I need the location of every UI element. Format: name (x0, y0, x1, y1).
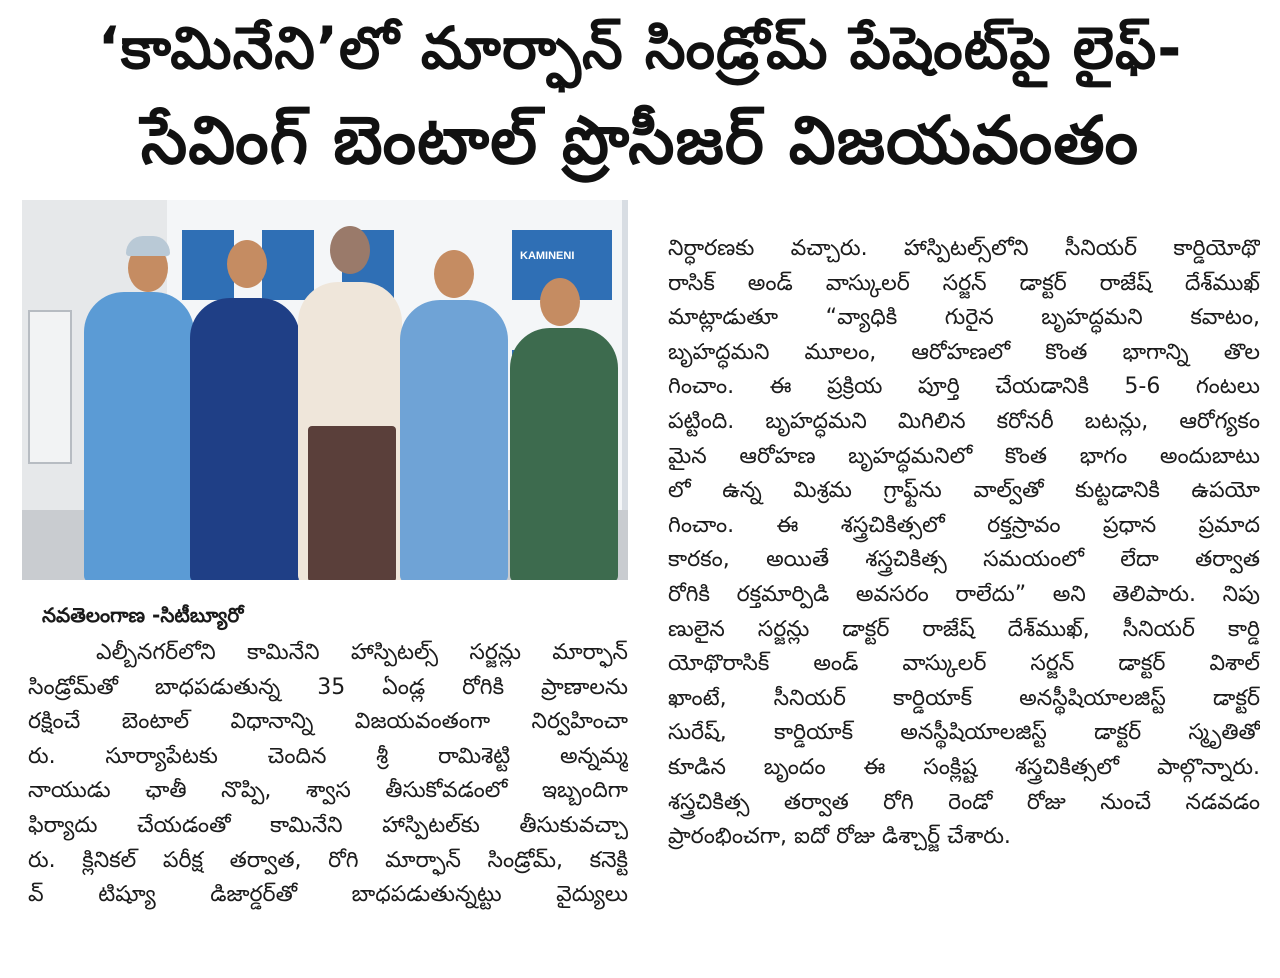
article-line: ఎల్బీనగర్‌లోని కామినేని హాస్పిటల్స్ సర్జన్లు మార్ఫాన్ (96, 640, 628, 665)
backdrop-logo: KAMINENI (520, 250, 575, 262)
article-right-column (668, 232, 1260, 855)
article-line: సిండ్రోమ్‌తో బాధపడుతున్న 35 ఏండ్ల రోగికి ప్రాణాలను (28, 674, 628, 700)
person-anesthetist (510, 328, 618, 580)
article-line: యోథొరాసిక్ అండ్ వాస్కులర్ సర్జన్ డాక్టర్ విశాల్ (668, 651, 1260, 677)
article-line: లో ఉన్న మిశ్రమ గ్రాఫ్ట్‌ను వాల్వ్‌తో కుట్టడానికి ఉపయో (668, 478, 1260, 504)
article-line: రాసిక్ అండ్ వాస్కులర్ సర్జన్ డాక్టర్ రాజేష్ దేశ్‌ముఖ్ (668, 270, 1260, 296)
person-surgeon-1 (84, 292, 194, 580)
article-line: ఖాంటే, సీనియర్ కార్డియాక్ అనస్థీషియాలజిస్ట్ డాక్టర్ (668, 685, 1260, 711)
article-line: నిర్ధారణకు వచ్చారు. హాస్పిటల్స్‌లోని సీనియర్ కార్డియోథొ (668, 236, 1260, 261)
article-line: కూడిన బృందం ఈ సంక్లిష్ట శస్త్రచికిత్సలో పాల్గొన్నారు. (668, 754, 1260, 780)
article-line: బృహద్ధమని మూలం, ఆరోహణలో కొంత భాగాన్ని తొల (668, 339, 1260, 365)
person-head-blurred (330, 226, 370, 274)
article-line: సురేష్, కార్డియాక్ అనస్థీషియాలజిస్ట్ డాక్టర్ స్మృతితో (668, 720, 1260, 746)
article-line: వ్ టిష్యూ డిజార్డర్‌తో బాధపడుతున్నట్టు వైద్యులు (28, 882, 628, 908)
article-line: మైన ఆరోహణ బృహద్ధమనిలో కొంత భాగం అందుబాటు (668, 443, 1260, 469)
headline-line-2: సేవింగ్ బెంటాల్ ప్రొసీజర్ విజయవంతం (140, 102, 1140, 179)
article-line: గించాం. ఈ ప్రక్రియ పూర్తి చేయడానికి 5-6 గంటలు (668, 374, 1260, 400)
article-line: మాట్లాడుతూ “వ్యాధికి గురైన బృహద్ధమని కవాటం, (668, 305, 1260, 331)
article-line: రు. సూర్యాపేటకు చెందిన శ్రీ రామిశెట్టి అన్నమ్మ (28, 743, 628, 769)
article-line: రోగికి రక్తమార్పిడి అవసరం రాలేదు” అని తెలిపారు. నిపు (668, 581, 1260, 607)
dateline: నవతెలంగాణ -సిటీబ్యూరో (42, 603, 244, 627)
patient-lungi (308, 426, 396, 580)
article-line: గించాం. ఈ శస్త్రచికిత్సలో రక్తస్రావం ప్రధాన ప్రమాద (668, 512, 1260, 538)
person-head (540, 278, 580, 326)
article-left-column (28, 636, 628, 913)
surgical-cap (126, 236, 170, 256)
backdrop-panel (262, 230, 314, 300)
article-line: రక్షించే బెంటాల్ విధానాన్ని విజయవంతంగా నిర్వహించా (28, 709, 628, 735)
article-line: పట్టింది. బృహద్ధమని మిగిలిన కరోనరీ బటన్లు, ఆరోగ్యకం (668, 408, 1260, 434)
article-line: ణులైన సర్జన్లు డాక్టర్ రాజేష్ దేశ్‌ముఖ్, సీనియర్ కార్డి (668, 616, 1260, 642)
article-line: రు. క్లినికల్ పరీక్ష తర్వాత, రోగి మార్ఫాన్ సిండ్రోమ్, కనెక్టి (28, 847, 628, 873)
article-line: శస్త్రచికిత్స తర్వాత రోగి రెండో రోజు నుంచే నడవడం (668, 789, 1260, 815)
photo-door (28, 310, 72, 464)
article-line: ప్రారంభించగా, ఐదో రోజు డిశ్చార్జ్ చేశారు. (668, 824, 1011, 850)
person-surgeon-2 (190, 298, 300, 580)
article-photo (22, 200, 628, 580)
person-head (227, 240, 267, 288)
headline-line-1: ‘కామినేని’లో మార్ఫాన్ సిండ్రోమ్ పేషెంట్‌పై లైఫ్- (97, 14, 1183, 82)
person-head (434, 250, 474, 298)
article-line: నాయుడు ఛాతీ నొప్పి, శ్వాస తీసుకోవడంలో ఇబ్బందిగా (28, 778, 628, 804)
person-surgeon-3 (400, 300, 508, 580)
article-line: ఫిర్యాదు చేయడంతో కామినేని హాస్పిటల్‌కు తీసుకువచ్చా (28, 812, 628, 838)
article-line: కారకం, అయితే శస్త్రచికిత్స సమయంలో లేదా తర్వాత (668, 547, 1260, 573)
